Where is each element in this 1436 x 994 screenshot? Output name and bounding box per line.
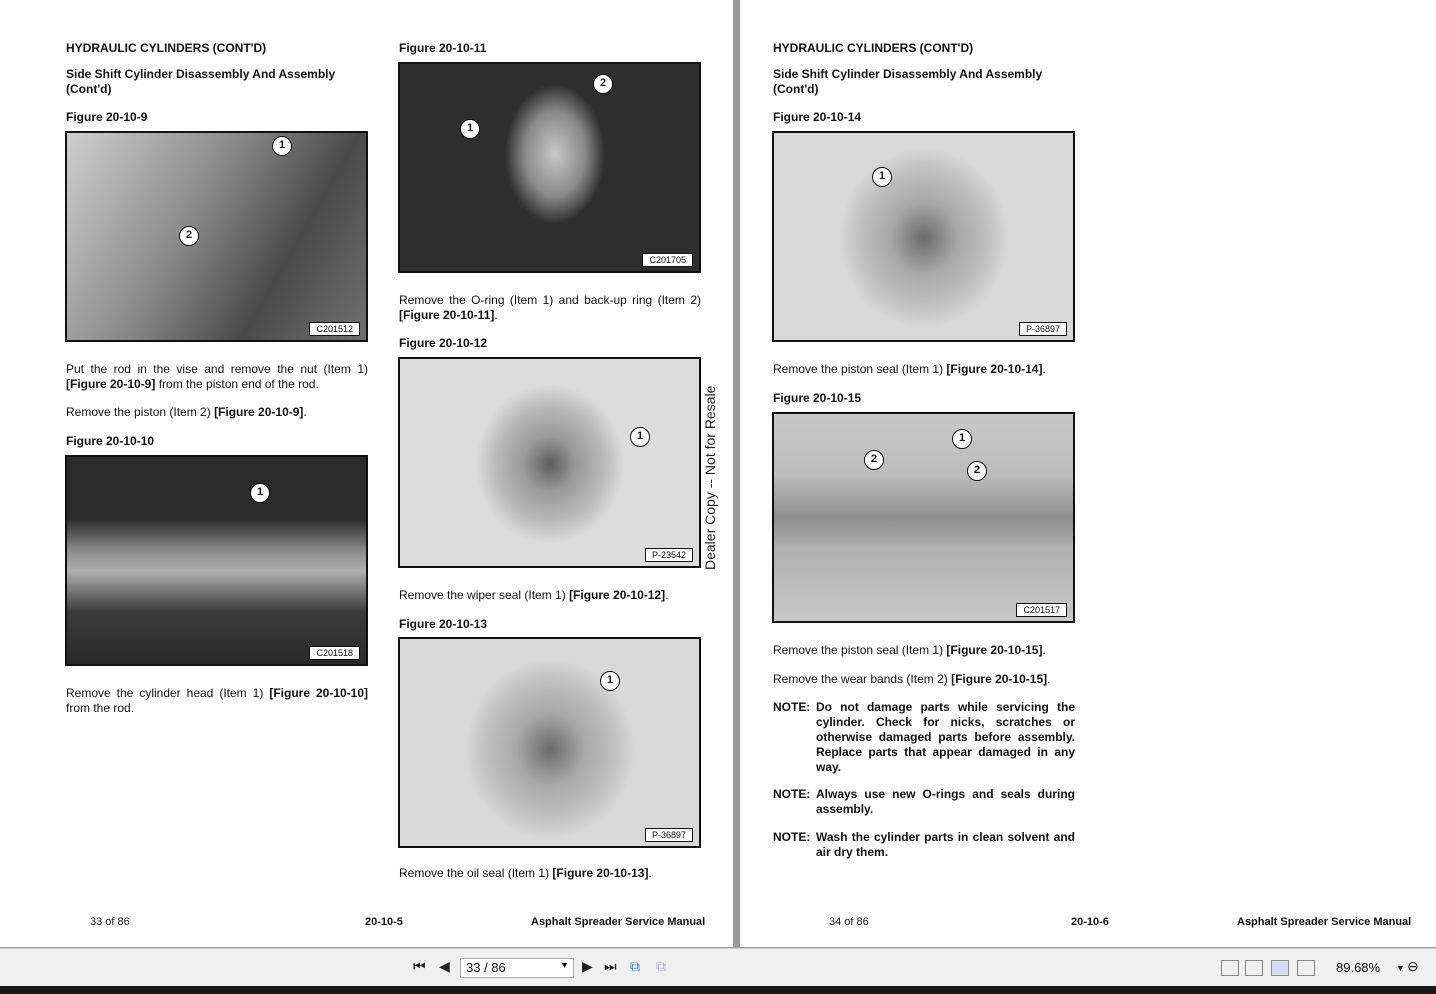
previous-page-button[interactable]: ◀ — [439, 958, 450, 974]
page-number: 33 of 86 — [90, 916, 130, 928]
figure-photo — [772, 131, 1075, 342]
figure-photo — [398, 357, 701, 568]
figure-title: Figure 20-10-10 — [66, 434, 155, 448]
figure-code: P-36897 — [645, 828, 693, 842]
chevron-down-icon[interactable]: ▼ — [560, 960, 569, 970]
figure-code: C201512 — [309, 322, 360, 336]
callout: 1 — [872, 167, 892, 187]
continuous-view-icon[interactable] — [1245, 960, 1263, 976]
instruction-text: Remove the piston seal (Item 1) [Figure 20-10-15]. — [773, 643, 1046, 657]
instruction-text: Remove the piston seal (Item 1) [Figure 20-10-14]. — [773, 362, 1046, 376]
instruction-text: Remove the cylinder head (Item 1) [Figure 20-10-10] from the rod. — [66, 686, 369, 715]
section-heading: HYDRAULIC CYLINDERS (CONT'D) — [773, 41, 974, 55]
previous-view-icon[interactable]: ⧉ — [630, 958, 640, 974]
figure-photo — [398, 62, 701, 273]
single-page-view-icon[interactable] — [1221, 960, 1239, 976]
last-page-button[interactable]: ⏭ — [604, 958, 617, 974]
page-number: 34 of 86 — [829, 916, 869, 928]
section-heading: HYDRAULIC CYLINDERS (CONT'D) — [66, 41, 267, 55]
instruction-text: Remove the piston (Item 2) [Figure 20-10-9]. — [66, 405, 307, 419]
note: NOTE: Always use new O-rings and seals during assembly. — [773, 787, 1075, 816]
callout: 1 — [460, 119, 480, 139]
next-page-button[interactable]: ▶ — [582, 958, 593, 974]
instruction-text: Remove the wear bands (Item 2) [Figure 20-10-15]. — [773, 672, 1051, 686]
section-number: 20-10-6 — [1071, 916, 1109, 928]
figure-code: C201705 — [642, 253, 693, 267]
section-subheading: Side Shift Cylinder Disassembly And Assembly (Cont'd) — [773, 67, 1043, 96]
callout: 2 — [593, 74, 613, 94]
section-number: 20-10-5 — [365, 916, 403, 928]
zoom-dropdown-icon[interactable]: ▼ — [1396, 963, 1405, 973]
figure-code: C201518 — [309, 646, 360, 660]
callout: 1 — [272, 136, 292, 156]
right-page — [740, 0, 1436, 947]
navigation-toolbar — [0, 948, 1436, 986]
figure-photo — [398, 637, 701, 848]
note: NOTE: Do not damage parts while servicing the cylinder. Check for nicks, scratches or otherwise damaged parts before assembly. Replace parts that appear damaged in any way. — [773, 700, 1075, 774]
figure-title: Figure 20-10-14 — [773, 110, 862, 124]
callout: 1 — [630, 427, 650, 447]
zoom-out-icon[interactable]: ⊖ — [1407, 958, 1419, 974]
manual-title: Asphalt Spreader Service Manual — [1237, 916, 1412, 928]
facing-pages-view-icon[interactable] — [1271, 960, 1289, 976]
figure-photo — [65, 131, 368, 342]
bottom-bar — [0, 986, 1436, 994]
figure-code: P-23542 — [645, 548, 693, 562]
next-view-icon[interactable]: ⧉ — [656, 958, 666, 974]
first-page-button[interactable]: ⏮ — [413, 958, 426, 974]
callout: 1 — [952, 429, 972, 449]
manual-title: Asphalt Spreader Service Manual — [531, 916, 706, 928]
callout: 1 — [250, 483, 270, 503]
instruction-text: Remove the O-ring (Item 1) and back-up ring (Item 2) [Figure 20-10-11]. — [399, 293, 701, 322]
callout: 2 — [864, 450, 884, 470]
continuous-facing-view-icon[interactable] — [1297, 960, 1315, 976]
figure-title: Figure 20-10-15 — [773, 391, 862, 405]
figure-title: Figure 20-10-12 — [399, 336, 488, 350]
instruction-text: Remove the oil seal (Item 1) [Figure 20-10-13]. — [399, 866, 652, 880]
section-subheading: Side Shift Cylinder Disassembly And Assembly (Cont'd) — [66, 67, 336, 96]
figure-code: P-36897 — [1019, 322, 1067, 336]
figure-photo — [772, 412, 1075, 623]
zoom-level[interactable]: 89.68% — [1336, 960, 1381, 975]
instruction-text: Remove the wiper seal (Item 1) [Figure 20-10-12]. — [399, 588, 669, 602]
figure-code: C201517 — [1016, 603, 1067, 617]
page-number-input[interactable]: 33 / 86 ▼ — [460, 958, 574, 978]
left-page — [0, 0, 733, 947]
instruction-text: Put the rod in the vise and remove the nut (Item 1) [Figure 20-10-9] from the piston end of the rod. — [66, 362, 368, 391]
figure-title: Figure 20-10-9 — [66, 110, 148, 124]
callout: 2 — [967, 461, 987, 481]
callout: 2 — [179, 226, 199, 246]
callout: 1 — [600, 671, 620, 691]
figure-photo — [65, 455, 368, 666]
note: NOTE: Wash the cylinder parts in clean solvent and air dry them. — [773, 830, 1075, 859]
figure-title: Figure 20-10-13 — [399, 617, 488, 631]
figure-title: Figure 20-10-11 — [399, 41, 487, 55]
watermark: Dealer Copy -- Not for Resale — [702, 385, 718, 570]
